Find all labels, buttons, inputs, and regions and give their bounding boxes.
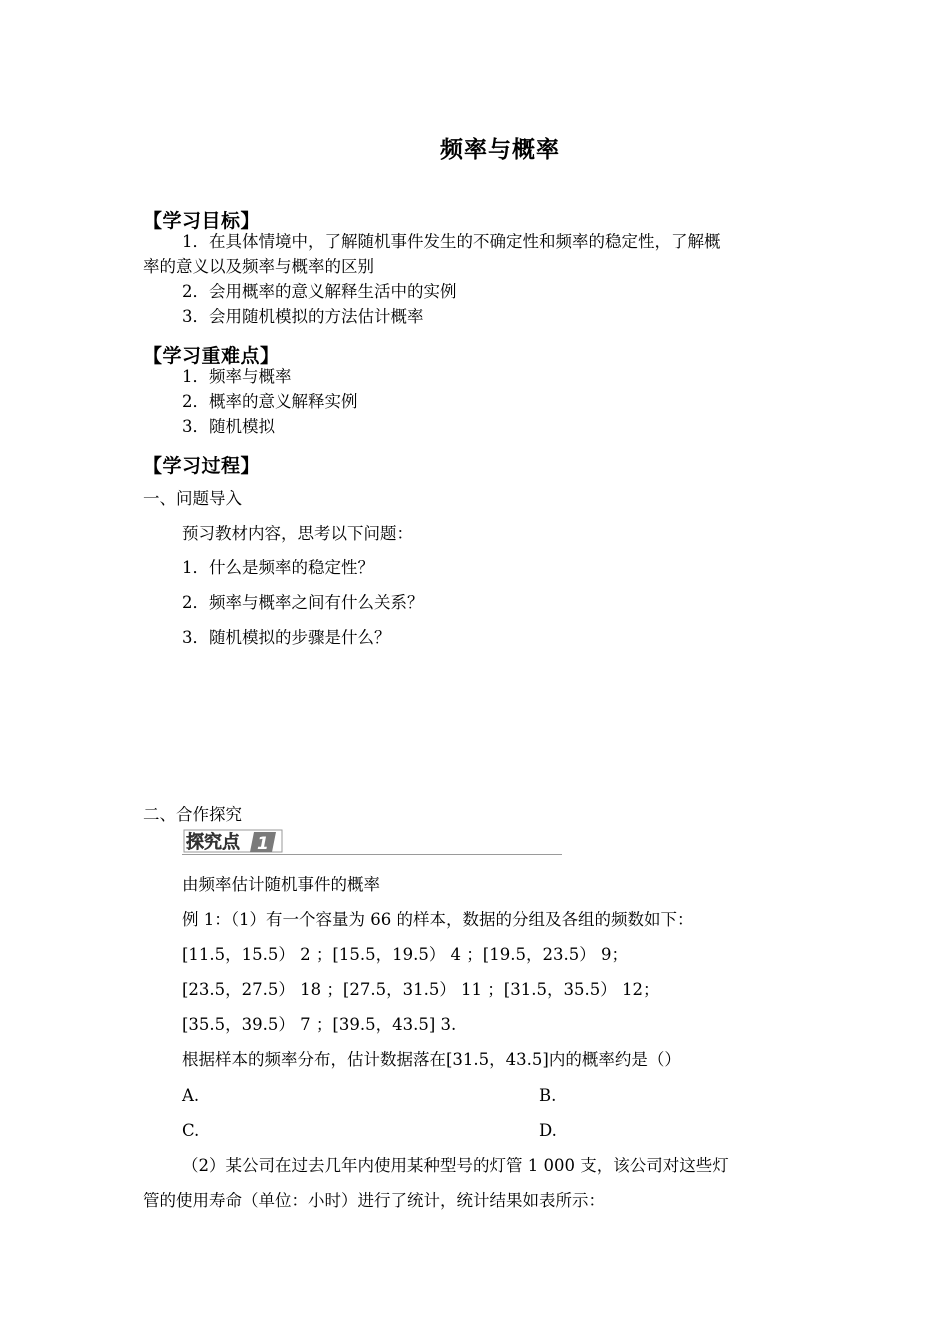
objective-item-1-line-1: 1．在具体情境中，了解随机事件发生的不确定性和频率的稳定性，了解概 xyxy=(182,232,721,251)
key-point-item-3: 3．随机模拟 xyxy=(182,417,275,436)
topic-title: 由频率估计随机事件的概率 xyxy=(182,875,380,894)
page-title: 频率与概率 xyxy=(440,136,560,163)
part1-title: 一、问题导入 xyxy=(143,489,242,508)
key-points-heading: 【学习重难点】 xyxy=(143,345,280,367)
option-d: D. xyxy=(539,1121,557,1140)
tanjiu-badge xyxy=(182,828,286,856)
objective-item-1-line-2: 率的意义以及频率与概率的区别 xyxy=(143,257,374,276)
process-heading: 【学习过程】 xyxy=(143,455,261,477)
example1-question: 根据样本的频率分布，估计数据落在[31.5，43.5]内的概率约是（） xyxy=(182,1050,681,1069)
question-3: 3．随机模拟的步骤是什么？ xyxy=(182,628,391,647)
key-point-item-2: 2．概率的意义解释实例 xyxy=(182,392,358,411)
question-2: 2．频率与概率之间有什么关系？ xyxy=(182,593,424,612)
part2-title: 二、合作探究 xyxy=(143,805,242,824)
objective-item-2: 2．会用概率的意义解释生活中的实例 xyxy=(182,282,457,301)
option-c: C. xyxy=(182,1121,200,1140)
option-b: B. xyxy=(539,1086,557,1105)
key-point-item-1: 1．频率与概率 xyxy=(182,367,292,386)
example1-part2-line-1: （2）某公司在过去几年内使用某种型号的灯管 1 000 支，该公司对这些灯 xyxy=(182,1156,729,1175)
question-1: 1．什么是频率的稳定性？ xyxy=(182,558,374,577)
example1-part2-line-2: 管的使用寿命（单位：小时）进行了统计，统计结果如表所示： xyxy=(143,1191,605,1210)
data-row-1: [11.5，15.5） 2 ；[15.5，19.5） 4 ；[19.5，23.5） 9； xyxy=(182,945,628,964)
option-a: A. xyxy=(182,1086,200,1105)
badge-text: 探究点 xyxy=(186,832,240,853)
objective-item-3: 3．会用随机模拟的方法估计概率 xyxy=(182,307,424,326)
data-row-3: [35.5，39.5） 7 ；[39.5，43.5] 3. xyxy=(182,1015,457,1034)
badge-underline xyxy=(182,854,562,855)
objectives-heading: 【学习目标】 xyxy=(143,210,261,232)
data-row-2: [23.5，27.5） 18 ；[27.5，31.5） 11 ；[31.5，35.5） 12； xyxy=(182,980,660,999)
badge-number: 1 xyxy=(257,834,269,854)
preview-intro: 预习教材内容，思考以下问题： xyxy=(182,524,413,543)
example1-intro: 例 1：（1）有一个容量为 66 的样本，数据的分组及各组的频数如下： xyxy=(182,910,694,929)
